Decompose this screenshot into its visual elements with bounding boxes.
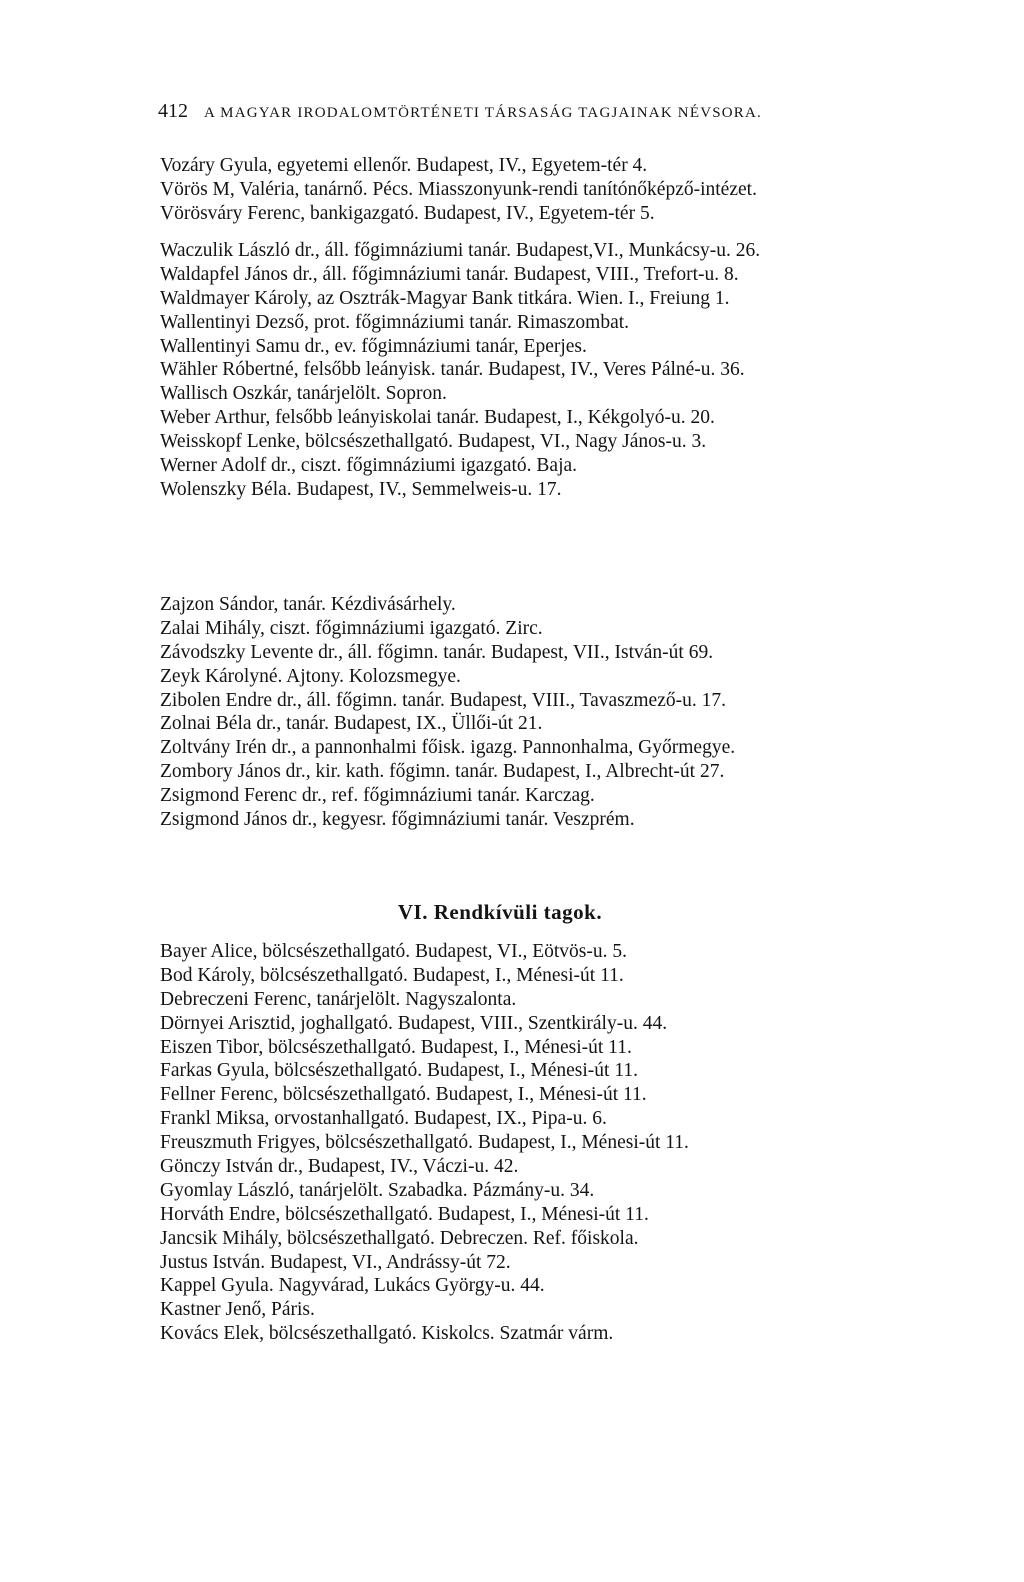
member-entry: Bayer Alice, bölcsészethallgató. Budapest, VI., Eötvös-u. 5. <box>160 941 627 962</box>
member-entry: Frankl Miksa, orvostanhallgató. Budapest, IX., Pipa-u. 6. <box>160 1108 607 1130</box>
running-header <box>158 100 918 130</box>
member-entry: Vozáry Gyula, egyetemi ellenőr. Budapest, IV., Egyetem-tér 4. <box>160 155 648 176</box>
extraordinary-members-list <box>160 940 920 1346</box>
member-entry: Zalai Mihály, ciszt. főgimnáziumi igazgató. Zirc. <box>160 617 543 639</box>
member-entry: Zombory János dr., kir. kath. főgimn. tanár. Budapest, I., Albrecht-út 27. <box>160 761 725 783</box>
member-entry: Bod Károly, bölcsészethallgató. Budapest, I., Ménesi-út 11. <box>160 964 624 986</box>
member-entry: Werner Adolf dr., ciszt. főgimnáziumi igazgató. Baja. <box>160 455 578 477</box>
member-entry: Zibolen Endre dr., áll. főgimn. tanár. Budapest, VIII., Tavaszmező-u. 17. <box>160 689 726 711</box>
member-entry: Wähler Róbertné, felsőbb leányisk. tanár. Budapest, IV., Veres Pálné-u. 36. <box>160 359 745 381</box>
member-group-z <box>160 593 920 832</box>
member-entry: Justus István. Budapest, VI., Andrássy-út 72. <box>160 1251 511 1273</box>
member-entry: Zajzon Sándor, tanár. Kézdivásárhely. <box>160 594 456 615</box>
member-entry: Vörös M, Valéria, tanárnő. Pécs. Miasszonyunk-rendi tanítónőképző-intézet. <box>160 178 757 200</box>
member-entry: Freuszmuth Frigyes, bölcsészethallgató. Budapest, I., Ménesi-út 11. <box>160 1132 689 1154</box>
member-entry: Wallentinyi Dezső, prot. főgimnáziumi tanár. Rimaszombat. <box>160 311 630 333</box>
member-entry: Jancsik Mihály, bölcsészethallgató. Debreczen. Ref. főiskola. <box>160 1227 639 1249</box>
member-entry: Kappel Gyula. Nagyvárad, Lukács György-u. 44. <box>160 1275 545 1297</box>
member-entry: Zoltvány Irén dr., a pannonhalmi főisk. igazg. Pannonhalma, Győrmegye. <box>160 737 736 759</box>
member-entry: Zolnai Béla dr., tanár. Budapest, IX., Üllői-út 21. <box>160 713 543 735</box>
member-entry: Gönczy István dr., Budapest, IV., Váczi-u. 42. <box>160 1156 519 1178</box>
member-entry: Wallisch Oszkár, tanárjelölt. Sopron. <box>160 383 447 405</box>
member-entry: Závodszky Levente dr., áll. főgimn. tanár. Budapest, VII., István-út 69. <box>160 641 714 663</box>
member-entry: Wolenszky Béla. Budapest, IV., Semmelweis-u. 17. <box>160 478 562 500</box>
member-entry: Zsigmond Ferenc dr., ref. főgimnáziumi tanár. Karczag. <box>160 785 595 807</box>
member-entry: Waldmayer Károly, az Osztrák-Magyar Bank titkára. Wien. I., Freiung 1. <box>160 287 730 309</box>
running-title: A MAGYAR IRODALOMTÖRTÉNETI TÁRSASÁG TAGJAINAK NÉVSORA. <box>204 105 762 121</box>
member-entry: Weisskopf Lenke, bölcsészethallgató. Budapest, VI., Nagy János-u. 3. <box>160 431 707 453</box>
member-entry: Wallentinyi Samu dr., ev. főgimnáziumi tanár, Eperjes. <box>160 335 587 357</box>
section-heading: VI. Rendkívüli tagok. <box>397 900 603 924</box>
member-entry: Vörösváry Ferenc, bankigazgató. Budapest, IV., Egyetem-tér 5. <box>160 202 655 224</box>
member-entry: Dörnyei Arisztid, joghallgató. Budapest, VIII., Szentkirály-u. 44. <box>160 1012 668 1034</box>
member-entry: Debreczeni Ferenc, tanárjelölt. Nagyszalonta. <box>160 988 517 1010</box>
page-number: 412 <box>158 100 188 122</box>
member-entry: Kastner Jenő, Páris. <box>160 1299 315 1321</box>
member-entry: Waczulik László dr., áll. főgimnáziumi tanár. Budapest,VI., Munkácsy-u. 26. <box>160 240 761 261</box>
member-entry: Gyomlay László, tanárjelölt. Szabadka. Pázmány-u. 34. <box>160 1179 595 1201</box>
member-entry: Horváth Endre, bölcsészethallgató. Budapest, I., Ménesi-út 11. <box>160 1203 649 1225</box>
member-entry: Zeyk Károlyné. Ajtony. Kolozsmegye. <box>160 665 461 687</box>
member-entry: Farkas Gyula, bölcsészethallgató. Budapest, I., Ménesi-út 11. <box>160 1060 638 1082</box>
member-entry: Weber Arthur, felsőbb leányiskolai tanár. Budapest, I., Kékgolyó-u. 20. <box>160 407 715 429</box>
member-group-v <box>160 154 920 226</box>
member-entry: Kovács Elek, bölcsészethallgató. Kiskolcs. Szatmár várm. <box>160 1323 614 1345</box>
member-entry: Fellner Ferenc, bölcsészethallgató. Budapest, I., Ménesi-út 11. <box>160 1084 647 1106</box>
member-entry: Eiszen Tibor, bölcsészethallgató. Budapest, I., Ménesi-út 11. <box>160 1036 632 1058</box>
member-entry: Waldapfel János dr., áll. főgimnáziumi tanár. Budapest, VIII., Trefort-u. 8. <box>160 263 739 285</box>
member-group-w <box>160 239 920 502</box>
member-entry: Zsigmond János dr., kegyesr. főgimnáziumi tanár. Veszprém. <box>160 809 635 831</box>
